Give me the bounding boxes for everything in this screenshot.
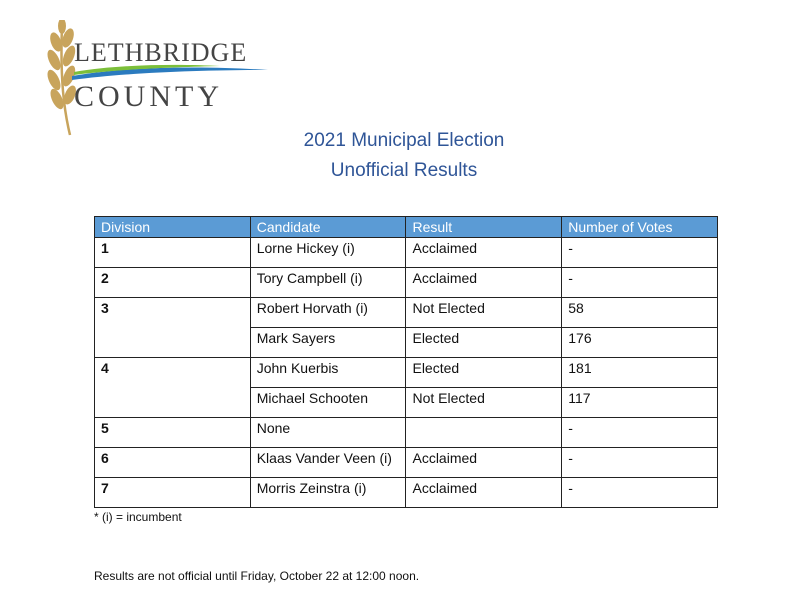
table-header-row [95,217,718,238]
division-cell: 7 [95,478,251,508]
division-cell: 2 [95,268,251,298]
votes-cell: 58 [562,298,718,328]
table-row [95,268,718,298]
results-table [94,216,718,508]
candidate-cell: Robert Horvath (i) [250,298,406,328]
result-cell: Not Elected [406,388,562,418]
page-subtitle: Unofficial Results [330,160,478,181]
candidate-cell: Michael Schooten [250,388,406,418]
candidate-cell: Morris Zeinstra (i) [250,478,406,508]
candidate-cell: Tory Campbell (i) [250,268,406,298]
votes-cell: - [562,268,718,298]
county-logo [40,20,270,140]
result-cell: Acclaimed [406,268,562,298]
table-row [95,418,718,448]
votes-cell: 181 [562,358,718,388]
votes-cell: 117 [562,388,718,418]
candidate-cell: John Kuerbis [250,358,406,388]
division-cell: 1 [95,238,251,268]
incumbent-note: * (i) = incumbent [94,510,182,524]
votes-cell: - [562,418,718,448]
candidate-cell: Mark Sayers [250,328,406,358]
header-result: Result [406,217,562,238]
votes-cell: - [562,448,718,478]
votes-cell: - [562,478,718,508]
candidate-cell: Klaas Vander Veen (i) [250,448,406,478]
table-row [95,298,718,328]
candidate-cell: None [250,418,406,448]
table-row [95,478,718,508]
result-cell [406,418,562,448]
table-row [95,238,718,268]
header-votes: Number of Votes [562,217,718,238]
logo-text-county: COUNTY [74,80,223,113]
division-cell: 5 [95,418,251,448]
header-candidate: Candidate [250,217,406,238]
disclaimer-text: Results are not official until Friday, October 22 at 12:00 noon. [94,569,420,583]
result-cell: Acclaimed [406,238,562,268]
result-cell: Elected [406,328,562,358]
table-row [95,448,718,478]
division-cell: 3 [95,298,251,358]
result-cell: Not Elected [406,298,562,328]
votes-cell: 176 [562,328,718,358]
candidate-cell: Lorne Hickey (i) [250,238,406,268]
division-cell: 6 [95,448,251,478]
logo-text-lethbridge: LETHBRIDGE [74,38,248,67]
votes-cell: - [562,238,718,268]
result-cell: Acclaimed [406,448,562,478]
table-row [95,358,718,388]
result-cell: Acclaimed [406,478,562,508]
header-division: Division [95,217,251,238]
result-cell: Elected [406,358,562,388]
page-title: 2021 Municipal Election [303,130,505,151]
division-cell: 4 [95,358,251,418]
